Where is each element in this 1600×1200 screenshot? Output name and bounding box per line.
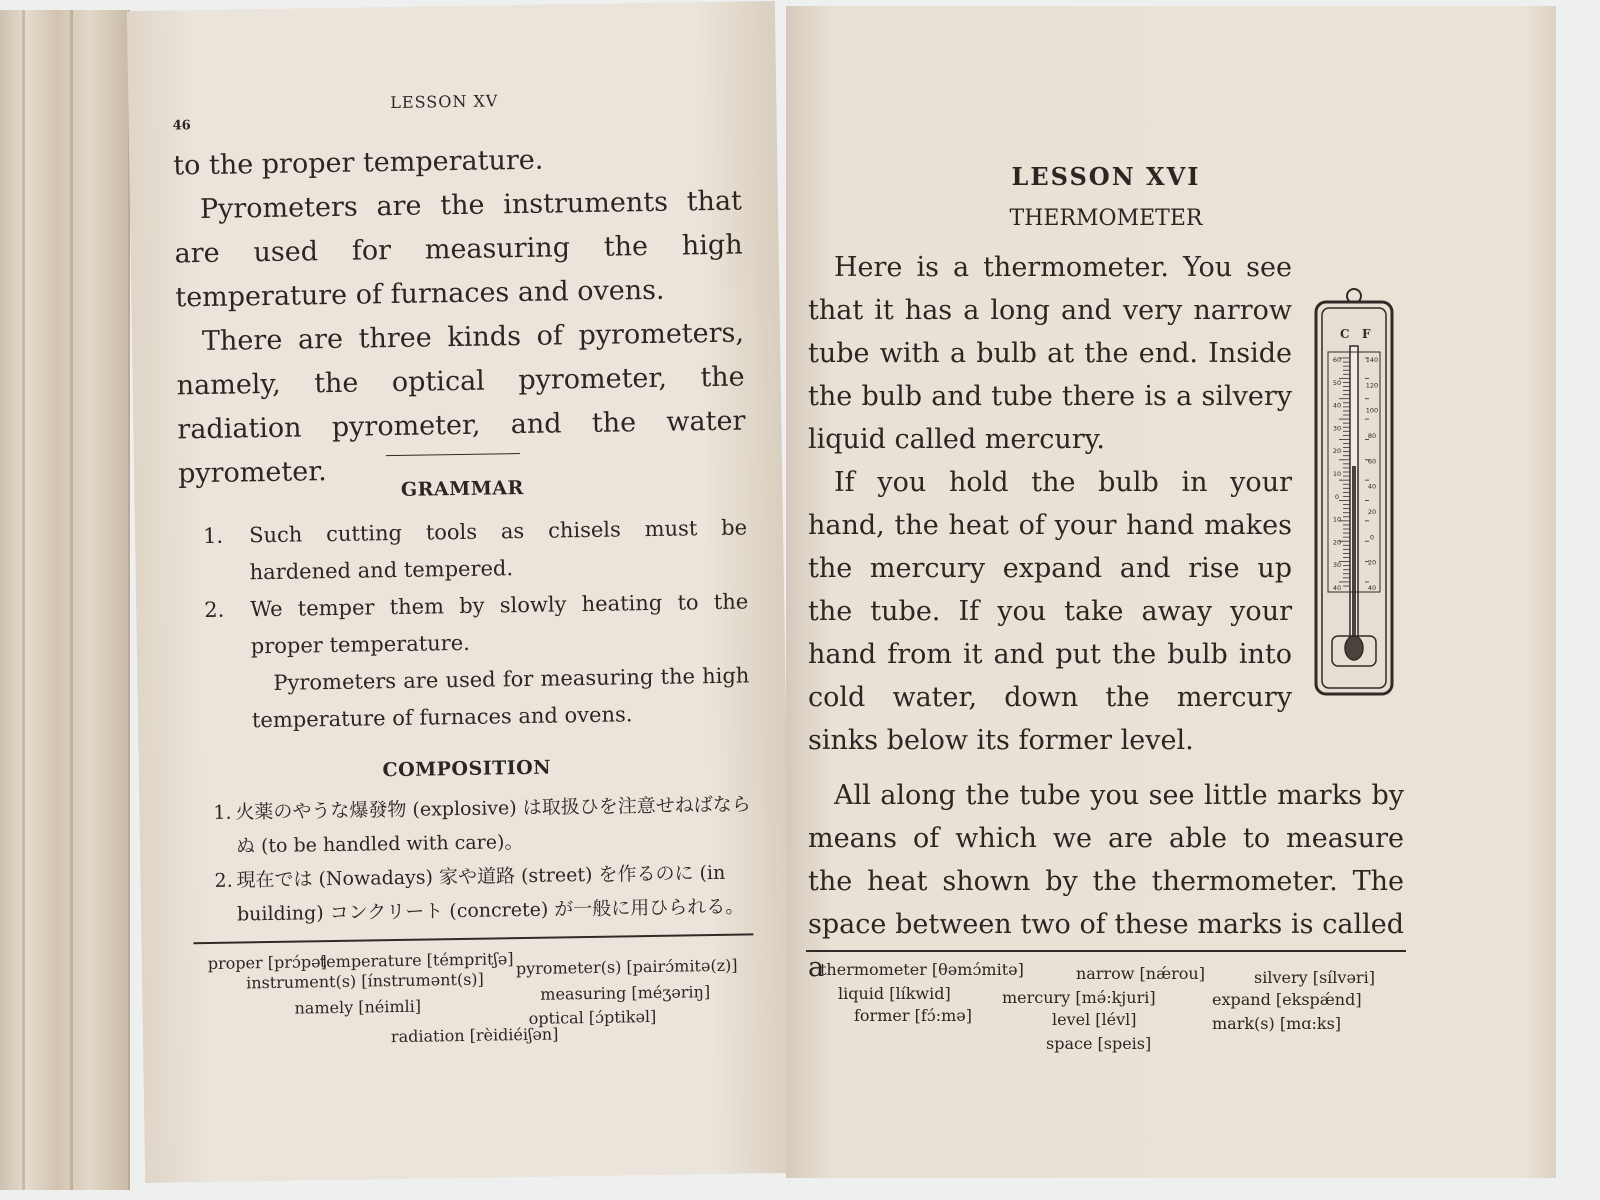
vocab-entry: proper [prɔ́pə] — [207, 952, 327, 974]
scale-tick-label: 0 — [1369, 533, 1375, 542]
page-number: 46 — [172, 118, 191, 134]
scale-tick-label: 40 — [1367, 482, 1377, 491]
scale-label: F — [1362, 327, 1371, 341]
paragraph: Here is a thermometer. You see that it has a long and very narrow tube with a bulb at the end. Inside the bulb and tube there is a silvery liquid called mercury. — [808, 252, 1292, 455]
item-text: 現在では (Nowadays) 家や道路 (street) を作るのに (in building) コンクリート (concrete) が一般に用ひられる。 — [236, 861, 745, 926]
paragraph: All along the tube you see little marks by means of which we are able to measure the heat shown by the thermometer. The space between two of these marks is called a — [808, 780, 1404, 983]
vocabulary-block — [194, 945, 756, 1064]
scale-tick-label: 60 — [1367, 457, 1377, 466]
scale-tick-label: 20 — [1367, 558, 1377, 567]
item-number: 2. — [214, 869, 233, 892]
item-number: 2. — [204, 597, 225, 623]
scale-tick-label: 140 — [1365, 356, 1379, 364]
right-body-text-wide — [808, 774, 1404, 989]
composition-list — [183, 787, 753, 932]
scale-tick-label: 50 — [1332, 378, 1342, 387]
scale-tick-label: 10 — [1332, 470, 1342, 478]
vocab-entry: radiation [rèidiéiʃən] — [390, 1024, 559, 1047]
grammar-heading: GRAMMAR — [400, 476, 524, 501]
item-number: 1. — [213, 801, 232, 824]
vocab-entry: expand [ekspǽnd] — [1212, 990, 1362, 1009]
paragraph: Pyrometers are the instruments that are used for measuring the high temperature of furnaces and ovens. — [174, 185, 743, 314]
scale-tick-label: 20 — [1367, 508, 1377, 516]
vocabulary-rule — [806, 950, 1406, 952]
book-edge — [0, 10, 130, 1190]
vocab-entry: level [lévl] — [1052, 1010, 1137, 1029]
edge-crease — [22, 10, 25, 1190]
grammar-item — [204, 583, 749, 666]
scale-tick-label: 20 — [1332, 447, 1342, 456]
vocab-entry: temperature [témpritʃə] — [319, 949, 514, 972]
scale-tick-label: 10 — [1332, 515, 1342, 524]
vocab-entry: space [speis] — [1046, 1034, 1152, 1053]
item-text: Pyrometers are used for measuring the high temperature of furnaces and ovens. — [251, 663, 750, 733]
composition-heading: COMPOSITION — [382, 756, 552, 782]
mercury-column — [1352, 466, 1356, 638]
scale-tick-label: 40 — [1332, 584, 1342, 592]
vocab-entry: thermometer [θəmɔ́mitə] — [820, 960, 1024, 979]
composition-item — [184, 855, 753, 932]
grammar-list — [203, 509, 750, 740]
scale-tick-label: 40 — [1332, 401, 1342, 410]
scale-tick-label: 80 — [1367, 432, 1377, 440]
item-text: 火薬のやうな爆發物 (explosive) は取扱ひを注意せねばならぬ (to be handled with care)。 — [235, 793, 751, 858]
running-head: LESSON XV — [390, 91, 499, 113]
vocab-entry: former [fɔ́:mə] — [854, 1006, 972, 1025]
vocab-entry: namely [néimli] — [294, 996, 422, 1018]
paragraph: to the proper temperature. — [173, 144, 544, 182]
left-body-text — [173, 136, 746, 497]
scale-tick-label: 0 — [1334, 492, 1340, 501]
scale-tick-label: 120 — [1365, 381, 1379, 390]
lesson-subtitle: THERMOMETER — [1009, 206, 1203, 231]
scale-tick-label: 20 — [1332, 538, 1342, 547]
paragraph: If you hold the bulb in your hand, the heat of your hand makes the mercury expand and rise up the tube. If you take away your hand from it and put the bulb into cold water, down the mercury sinks below its former level. — [808, 467, 1292, 756]
scale-tick-label: 100 — [1365, 406, 1379, 415]
vocab-entry: pyrometer(s) [pairɔ́mitə(z)] — [515, 955, 738, 979]
grammar-item — [205, 657, 750, 740]
scale-label: C — [1340, 327, 1350, 341]
vocab-entry: mark(s) [mɑ:ks] — [1212, 1014, 1342, 1033]
vocab-entry: liquid [líkwid] — [838, 984, 951, 1003]
scale-tick-label: 30 — [1332, 561, 1342, 570]
item-number: 1. — [202, 523, 224, 549]
right-body-text-narrow — [808, 246, 1292, 762]
vocab-entry: measuring [méʒəriŋ] — [540, 982, 711, 1004]
right-page — [786, 6, 1556, 1178]
lesson-title: LESSON XVI — [1011, 162, 1201, 191]
composition-item — [183, 787, 752, 864]
vocab-entry: silvery [sílvəri] — [1254, 968, 1375, 987]
bulb — [1345, 636, 1363, 660]
vocab-entry: optical [ɔ́ptikəl] — [528, 1006, 657, 1028]
scale-tick-label: 60 — [1332, 356, 1342, 364]
vocab-entry: narrow [nǽrou] — [1076, 964, 1205, 983]
vocabulary-block — [806, 960, 1406, 1056]
item-text: Such cutting tools as chisels must be hardened and tempered. — [248, 515, 748, 585]
thermometer-illustration — [1310, 286, 1398, 698]
left-page — [127, 1, 793, 1183]
paragraph: There are three kinds of pyrometers, namely, the optical pyrometer, the radiation pyrometer, and the water pyrometer. — [176, 317, 746, 490]
vocab-entry: instrument(s) [ínstrumənt(s)] — [245, 969, 484, 993]
scale-tick-label: 40 — [1367, 584, 1377, 592]
vocab-entry: mercury [mə́:kjuri] — [1002, 988, 1156, 1007]
edge-crease — [70, 10, 73, 1190]
grammar-item — [203, 509, 748, 592]
vocabulary-rule — [193, 933, 753, 944]
item-text: We temper them by slowly heating to the proper temperature. — [250, 589, 749, 659]
scale-tick-label: 30 — [1332, 424, 1342, 433]
